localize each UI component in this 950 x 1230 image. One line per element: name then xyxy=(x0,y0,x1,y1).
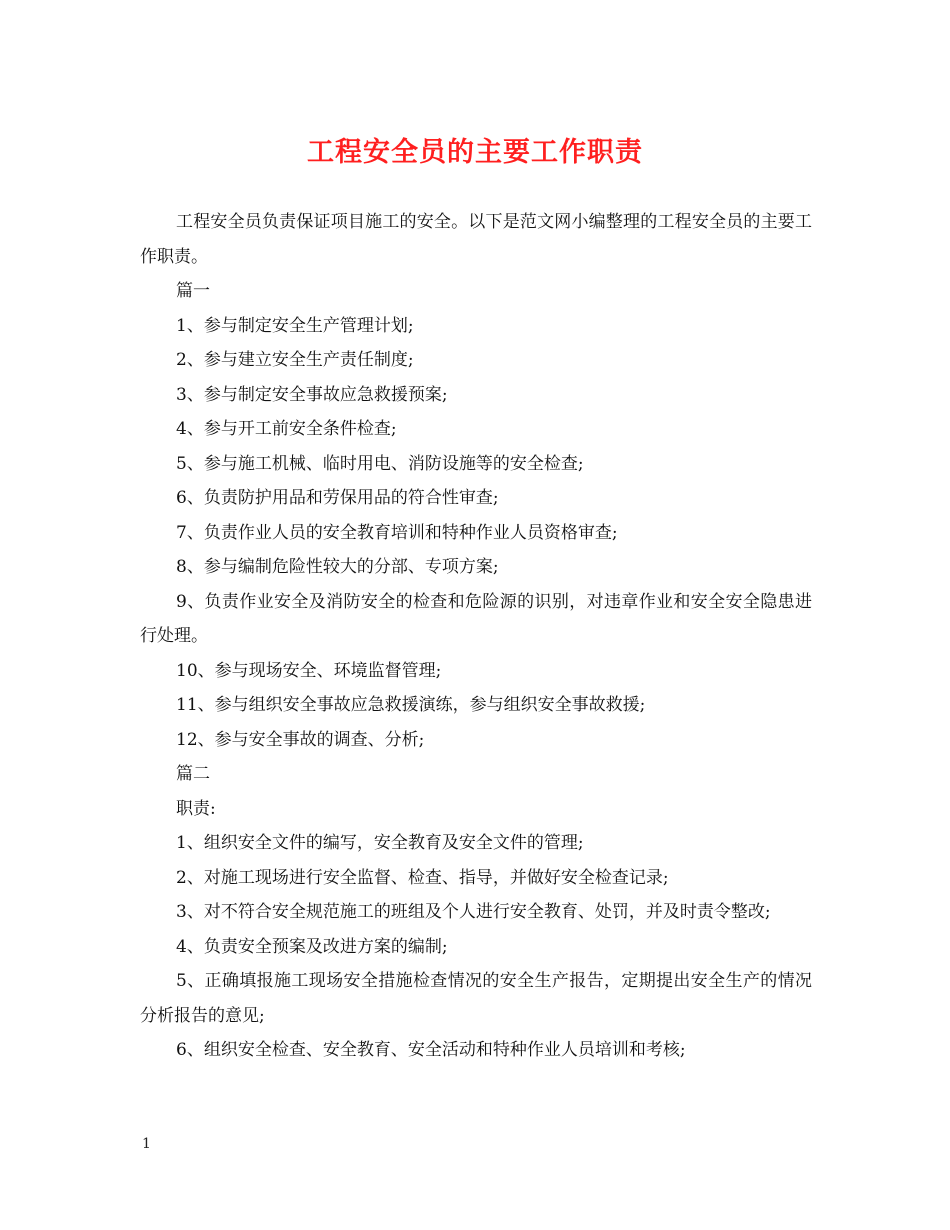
list-item: 4、参与开工前安全条件检查; xyxy=(176,419,397,439)
list-item: 3、对不符合安全规范施工的班组及个人进行安全教育、处罚，并及时责令整改; xyxy=(176,902,771,922)
page-number: 1 xyxy=(142,1136,151,1152)
list-item: 1、组织安全文件的编写，安全教育及安全文件的管理; xyxy=(176,833,584,853)
list-item: 5、正确填报施工现场安全措施检查情况的安全生产报告，定期提出安全生产的情况分析报告的意见; xyxy=(140,971,812,1026)
list-item: 11、参与组织安全事故应急救援演练，参与组织安全事故救援; xyxy=(176,695,646,715)
document-body xyxy=(140,205,812,1068)
list-item: 6、负责防护用品和劳保用品的符合性审查; xyxy=(176,488,499,508)
list-item: 7、负责作业人员的安全教育培训和特种作业人员资格审查; xyxy=(176,522,618,543)
list-item: 12、参与安全事故的调查、分析; xyxy=(176,729,425,750)
section-heading-part-one: 篇一 xyxy=(176,281,210,301)
list-item: 10、参与现场安全、环境监督管理; xyxy=(176,660,442,681)
list-item: 2、对施工现场进行安全监督、检查、指导，并做好安全检查记录; xyxy=(176,867,669,888)
list-item: 6、组织安全检查、安全教育、安全活动和特种作业人员培训和考核; xyxy=(176,1040,686,1060)
list-item: 5、参与施工机械、临时用电、消防设施等的安全检查; xyxy=(176,453,584,474)
list-item: 4、负责安全预案及改进方案的编制; xyxy=(176,936,448,957)
document-title: 工程安全员的主要工作职责 xyxy=(307,137,643,168)
section-subheading-duties: 职责: xyxy=(176,798,216,819)
list-item: 9、负责作业安全及消防安全的检查和危险源的识别，对违章作业和安全安全隐患进行处理。 xyxy=(140,591,812,646)
list-item: 1、参与制定安全生产管理计划; xyxy=(176,315,414,336)
intro-paragraph: 工程安全员负责保证项目施工的安全。以下是范文网小编整理的工程安全员的主要工作职责。 xyxy=(140,212,812,267)
list-item: 2、参与建立安全生产责任制度; xyxy=(176,350,414,370)
list-item: 8、参与编制危险性较大的分部、专项方案; xyxy=(176,557,499,577)
section-heading-part-two: 篇二 xyxy=(176,764,210,784)
list-item: 3、参与制定安全事故应急救援预案; xyxy=(176,384,448,405)
